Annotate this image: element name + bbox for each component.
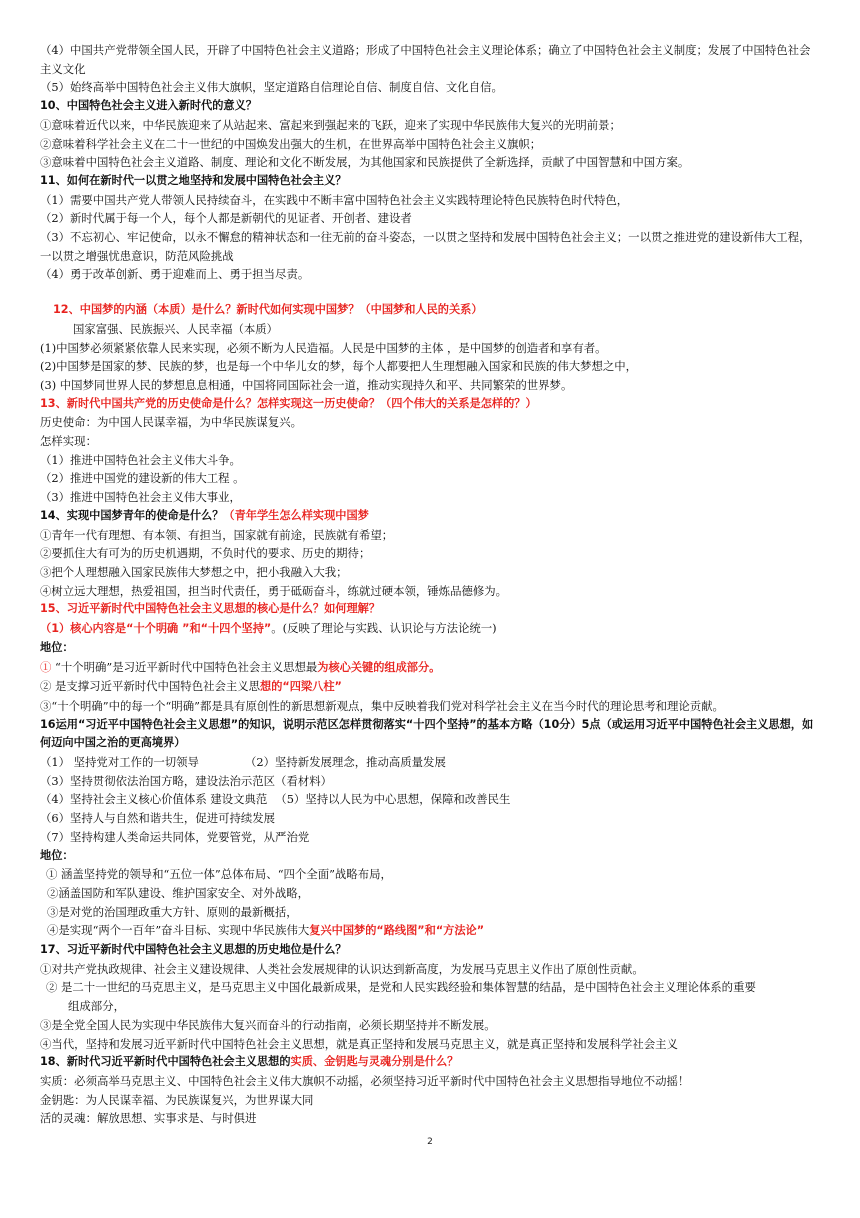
question-heading: 16运用“习近平中国特色社会主义思想”的知识，说明示范区怎样贯彻落实“十四个坚持”的基本方略（10分）5点（或运用习近平中国特色社会主义思想，如何迈向中国之治的更高境界） (40, 717, 814, 750)
question-heading: 10、中国特色社会主义进入新时代的意义？ (40, 99, 257, 113)
list-item: ②要抓住大有可为的历史机遇期，不负时代的要求、历史的期待； (40, 546, 371, 561)
document-body (40, 41, 820, 1128)
list-item: ①对共产党执政规律、社会主义建设规律、人类社会发展规律的认识达到新高度，为发展马克思主义作出了原创性贡献。 (40, 961, 644, 976)
list-item: (3) 中国梦同世界人民的梦想息息相通，中国将同国际社会一道，推动实现持久和平、共同繁荣的世界梦。 (40, 377, 573, 392)
question-heading (40, 1053, 820, 1072)
list-item: (2)中国梦是国家的梦、民族的梦，也是每一个中华儿女的梦，每个人都要把人生理想融入国家和民族的伟大梦想之中， (40, 359, 638, 374)
list-text: ② 是支撑习近平新时代中国特色社会主义思 (40, 679, 261, 694)
emphasis-text: 想的“四梁八柱” (260, 680, 342, 694)
list-item (40, 921, 820, 941)
list-item: ③是全党全国人民为实现中华民族伟大复兴而奋斗的行动指南，必须长期坚持并不断发展。 (40, 1017, 496, 1032)
list-item: ①意味着近代以来，中华民族迎来了从站起来、富起来到强起来的飞跃，迎来了实现中华民族伟大复兴的光明前景； (40, 117, 621, 132)
list-item: （3）坚持贯彻依法治国方略，建设法治示范区（看材料） (40, 773, 333, 788)
list-item: ③意味着中国特色社会主义道路、制度、理论和文化不断发展，为其他国家和民族提供了全新选择，贡献了中国智慧和中国方案。 (40, 155, 690, 170)
list-item: （2）推进中国党的建设新的伟大工程 。 (40, 471, 245, 486)
core-content: （1）核心内容是“十个明确 ”和“十四个坚持” (40, 622, 272, 636)
list-text: （1） 坚持党对工作的一切领导 (40, 755, 199, 770)
list-text: “十个明确”是习近平新时代中国特色社会主义思想最 (51, 659, 318, 674)
list-text: ④是实现“两个一百年”奋斗目标、实现中华民族伟大 (47, 923, 310, 938)
list-item: （3）不忘初心、牢记使命，以永不懈怠的精神状态和一往无前的奋斗姿态，一以贯之坚持和发展中国特色社会主义；一以贯之推进党的建设新伟大工程，一以贯之增强忧患意识，防范风险挑战 (40, 230, 811, 263)
list-item: （2）新时代属于每一个人，每个人都是新朝代的见证者、开创者、建设者 (40, 211, 412, 226)
list-item (40, 865, 820, 884)
list-item (40, 658, 820, 678)
list-item: （1）推进中国特色社会主义伟大斗争。 (40, 452, 241, 467)
heading-emphasis: 实质、金钥匙与灵魂分别是什么？ (290, 1055, 459, 1069)
list-item: ③把个人理想融入国家民族伟大梦想之中，把小我融入大我； (40, 564, 348, 579)
list-item: ②意味着科学社会主义在二十一世纪的中国焕发出强大的生机，在世界高举中国特色社会主义旗帜； (40, 136, 542, 151)
list-item (40, 978, 820, 997)
list-text: 涵盖坚持党的领导和“五位一体”总体布局、“四个全面”战略布局， (57, 867, 392, 882)
paragraph: 历史使命：为中国人民谋幸福，为中华民族谋复兴。 (40, 415, 302, 430)
question-heading: 17、习近平新时代中国特色社会主义思想的历史地位是什么？ (40, 943, 347, 957)
paragraph: （4）中国共产党带领全国人民，开辟了中国特色社会主义道路；形成了中国特色社会主义理论体系；确立了中国特色社会主义制度；发展了中国特色社会主义文化 (40, 43, 811, 76)
list-item (40, 677, 820, 697)
list-item: ①青年一代有理想、有本领、有担当，国家就有前途，民族就有希望； (40, 527, 394, 542)
list-item: （3）推进中国特色社会主义伟大事业， (40, 490, 241, 505)
question-heading (40, 507, 820, 526)
section-label: 地位： (40, 848, 74, 862)
list-marker: ① (46, 867, 58, 882)
paragraph: 怎样实现： (40, 434, 97, 449)
list-item (40, 753, 820, 772)
paragraph: 活的灵魂：解放思想、实事求是、与时俱进 (40, 1111, 257, 1126)
list-item-continuation: 组成部分， (68, 999, 125, 1014)
section-label: 地位： (40, 640, 74, 654)
emphasis-text: 为核心关键的组成部分。 (317, 660, 441, 674)
list-item: ②涵盖国防和军队建设、维护国家安全、对外战略， (47, 885, 309, 900)
list-item: ③是对党的治国理政重大方针、原则的最新概括， (47, 904, 298, 919)
paragraph: 实质：必须高举马克思主义、中国特色社会主义伟大旗帜不动摇，必须坚持习近平新时代中国特色社会主义思想指导地位不动摇！ (40, 1073, 690, 1088)
page-number: 2 (427, 1137, 433, 1147)
list-item: （7）坚持构建人类命运共同体，党要管党，从严治党 (40, 829, 310, 844)
core-note: 。(反映了理论与实践、认识论与方法论统一) (271, 621, 497, 636)
heading-text: 14、实现中国梦青年的使命是什么？ (40, 508, 224, 522)
list-item: (1)中国梦必须紧紧依靠人民来实现，必须不断为人民造福。人民是中国梦的主体 ，是中国梦的创造者和享有者。 (40, 340, 607, 355)
emphasis-text: 复兴中国梦的“路线图”和“方法论” (309, 924, 485, 938)
heading-text: 18、新时代习近平新时代中国特色社会主义思想的 (40, 1055, 291, 1069)
list-item: （1）需要中国共产党人带领人民持续奋斗，在实践中不断丰富中国特色社会主义实践特理论特色民族特色时代特色， (40, 192, 629, 207)
list-item: （4）勇于改革创新、勇于迎难而上、勇于担当尽责。 (40, 267, 310, 282)
list-item (40, 790, 820, 809)
question-heading: 11、如何在新时代一以贯之地坚持和发展中国特色社会主义？ (40, 173, 347, 187)
list-item: ④树立远大理想，热爱祖国，担当时代责任，勇于砥砺奋斗，练就过硬本领，锤炼品德修为。 (40, 583, 508, 598)
paragraph: 金钥匙：为人民谋幸福、为民族谋复兴，为世界谋大同 (40, 1092, 314, 1107)
list-text: （2）坚持新发展理念，推动高质量发展 (244, 755, 446, 770)
list-text: 是二十一世纪的马克思主义，是马克思主义中国化最新成果，是党和人民实践经验和集体智慧的结晶，是中国特色社会主义理论体系的重要 (57, 980, 756, 995)
question-heading: 12、中国梦的内涵（本质）是什么？新时代如何实现中国梦？（中国梦和人民的关系） (53, 303, 483, 317)
paragraph: 国家富强、民族振兴、人民幸福（本质） (73, 321, 279, 336)
list-marker: ① (40, 659, 52, 674)
question-heading: 15、习近平新时代中国特色社会主义思想的核心是什么？如何理解？ (40, 602, 381, 616)
list-item: （6）坚持人与自然和谐共生，促进可持续发展 (40, 811, 276, 826)
list-text: （5）坚持以人民为中心思想，保障和改善民生 (275, 792, 511, 807)
question-heading: 13、新时代中国共产党的历史使命是什么？怎样实现这一历史使命？（四个伟大的关系是怎样的？） (40, 396, 537, 410)
list-text: （4）坚持社会主义核心价值体系 建设文典范 (40, 792, 268, 807)
heading-subtitle: （青年学生怎么样实现中国梦 (223, 508, 369, 522)
list-item: ④当代，坚持和发展习近平新时代中国特色社会主义思想，就是真正坚持和发展马克思主义，就是真正坚持和发展科学社会主义 (40, 1036, 678, 1051)
paragraph: （5）始终高举中国特色社会主义伟大旗帜，坚定道路自信理论自信、制度自信、文化自信。 (40, 80, 503, 95)
paragraph (40, 619, 820, 639)
list-marker: ② (46, 980, 58, 995)
list-item: ③“十个明确”中的每一个“明确”都是具有原创性的新思想新观点，集中反映着我们党对科学社会主义在当今时代的理论思考和理论贡献。 (40, 698, 724, 713)
